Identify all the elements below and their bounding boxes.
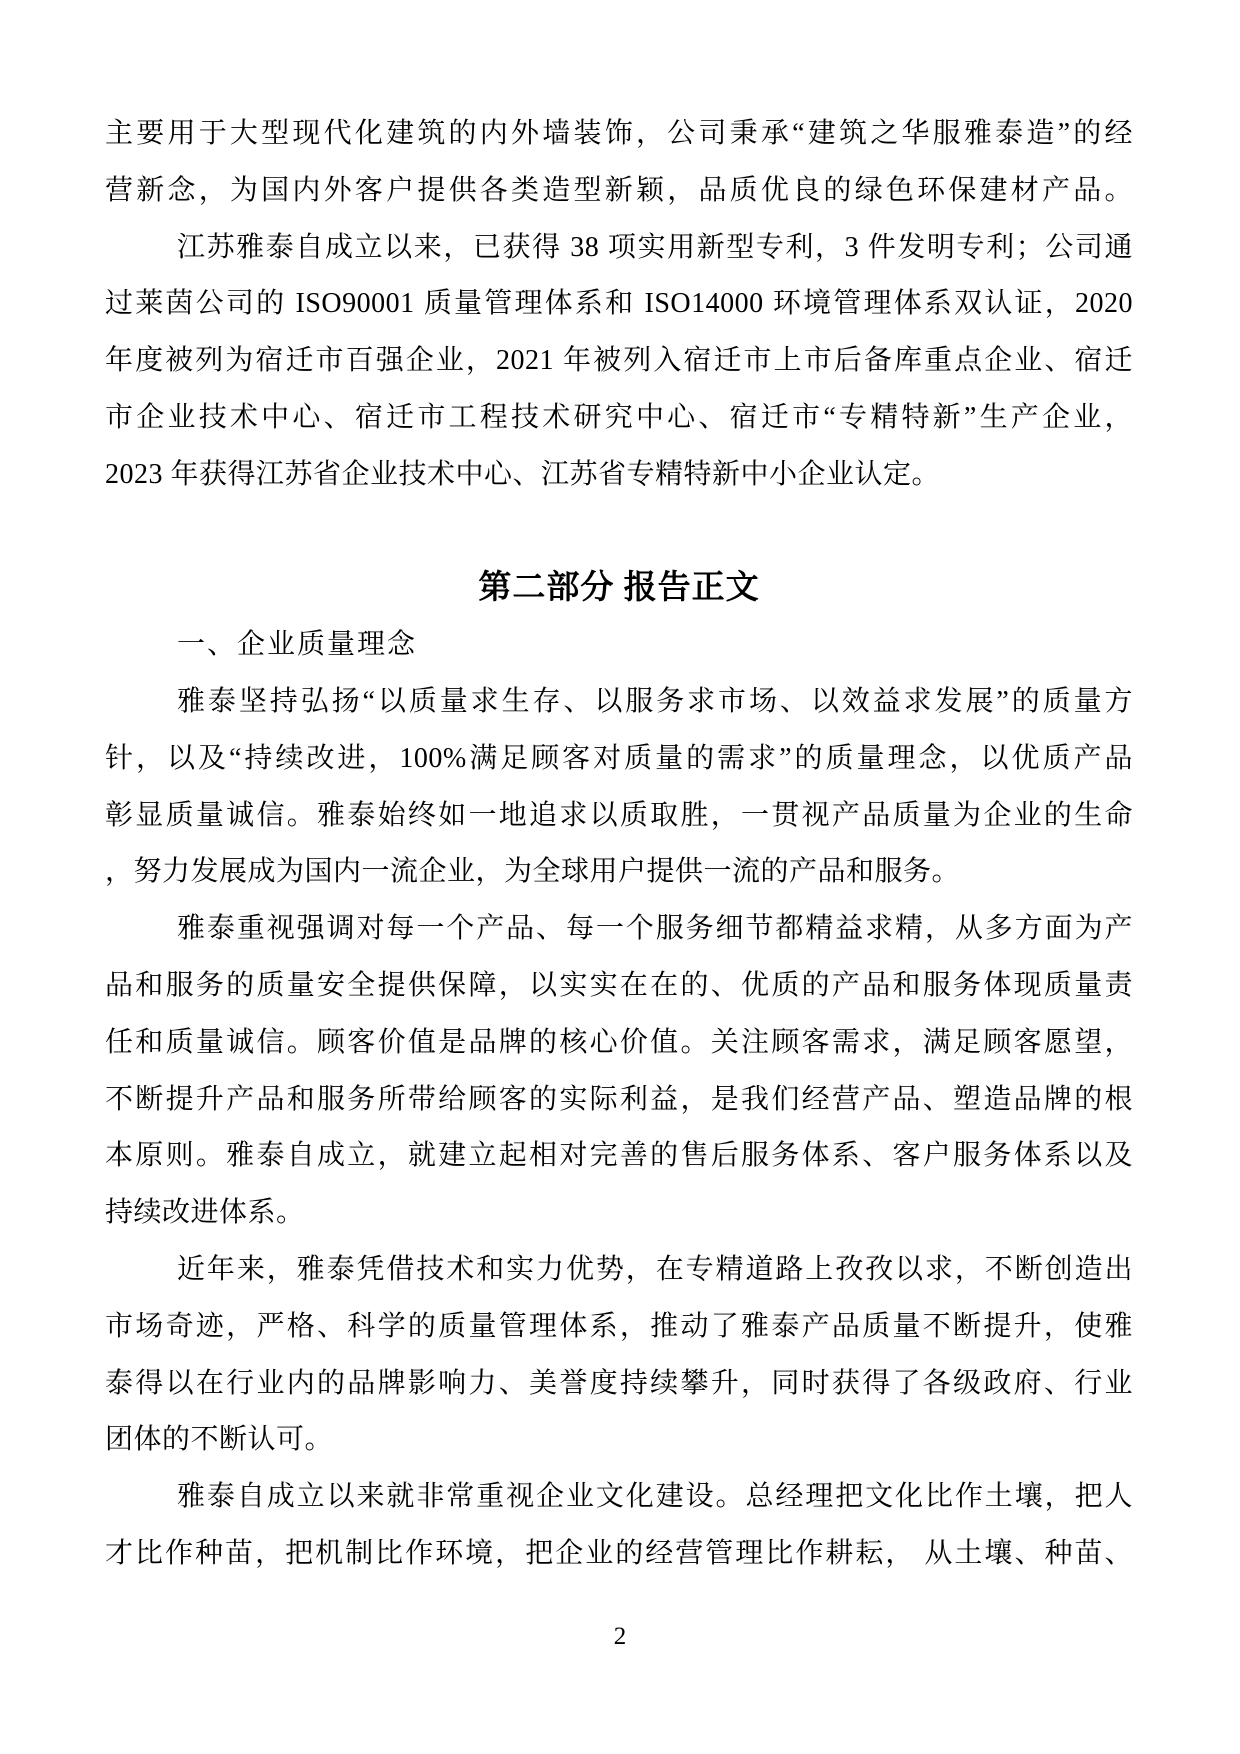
text-line: 本原则。雅泰自成立，就建立起相对完善的售后服务体系、客户服务体系以及 — [105, 1140, 1133, 1172]
text-line: 江苏雅泰自成立以来，已获得 38 项实用新型专利，3 件发明专利；公司通 — [177, 231, 1133, 263]
text-line: 2023 年获得江苏省企业技术中心、江苏省专精特新中小企业认定。 — [105, 458, 941, 490]
document-body — [105, 106, 1133, 1583]
text-line: ，努力发展成为国内一流企业，为全球用户提供一流的产品和服务。 — [105, 856, 961, 888]
text-line: 持续改进体系。 — [105, 1197, 305, 1229]
paragraph — [105, 1242, 1133, 1469]
text-line: 雅泰重视强调对每一个产品、每一个服务细节都精益求精，从多方面为产 — [177, 913, 1133, 945]
text-line: 年度被列为宿迁市百强企业，2021 年被列入宿迁市上市后备库重点企业、宿迁 — [105, 345, 1133, 377]
paragraph — [105, 901, 1133, 1242]
text-line: 营新念，为国内外客户提供各类造型新颖，品质优良的绿色环保建材产品。 — [105, 174, 1133, 206]
text-line: 泰得以在行业内的品牌影响力、美誉度持续攀升，同时获得了各级政府、行业 — [105, 1367, 1133, 1399]
paragraph — [105, 106, 1133, 220]
text-line: 雅泰坚持弘扬“以质量求生存、以服务求市场、以效益求发展”的质量方 — [177, 685, 1133, 717]
subsection-title: 一、企业质量理念 — [177, 629, 418, 661]
text-line: 过莱茵公司的 ISO90001 质量管理体系和 ISO14000 环境管理体系双认证，2020 — [105, 288, 1133, 320]
paragraph — [105, 220, 1133, 504]
paragraph — [105, 1469, 1133, 1583]
text-line: 近年来，雅泰凭借技术和实力优势，在专精道路上孜孜以求，不断创造出 — [177, 1253, 1133, 1285]
text-line: 不断提升产品和服务所带给顾客的实际利益，是我们经营产品、塑造品牌的根 — [105, 1083, 1133, 1115]
text-line: 主要用于大型现代化建筑的内外墙装饰，公司秉承“建筑之华服雅泰造”的经 — [105, 118, 1133, 149]
page-number: 2 — [613, 1623, 627, 1650]
text-line: 针，以及“持续改进，100%满足顾客对质量的需求”的质量理念，以优质产品 — [105, 742, 1133, 774]
text-line: 彰显质量诚信。雅泰始终如一地追求以质取胜，一贯视产品质量为企业的生命 — [105, 799, 1133, 831]
empty-line — [105, 504, 1133, 561]
text-line: 市场奇迹，严格、科学的质量管理体系，推动了雅泰产品质量不断提升，使雅 — [105, 1310, 1133, 1342]
text-line: 团体的不断认可。 — [105, 1424, 334, 1456]
text-line: 雅泰自成立以来就非常重视企业文化建设。总经理把文化比作土壤，把人 — [177, 1481, 1133, 1513]
text-line: 市企业技术中心、宿迁市工程技术研究中心、宿迁市“专精特新”生产企业， — [105, 401, 1133, 433]
text-line: 才比作种苗，把机制比作环境，把企业的经营管理比作耕耘， 从土壤、种苗、 — [105, 1537, 1133, 1569]
section-heading: 第二部分 报告正文 — [478, 570, 760, 607]
text-line: 任和质量诚信。顾客价值是品牌的核心价值。关注顾客需求，满足顾客愿望， — [105, 1026, 1133, 1058]
paragraph — [105, 674, 1133, 901]
text-line: 品和服务的质量安全提供保障，以实实在在的、优质的产品和服务体现质量责 — [105, 969, 1133, 1001]
